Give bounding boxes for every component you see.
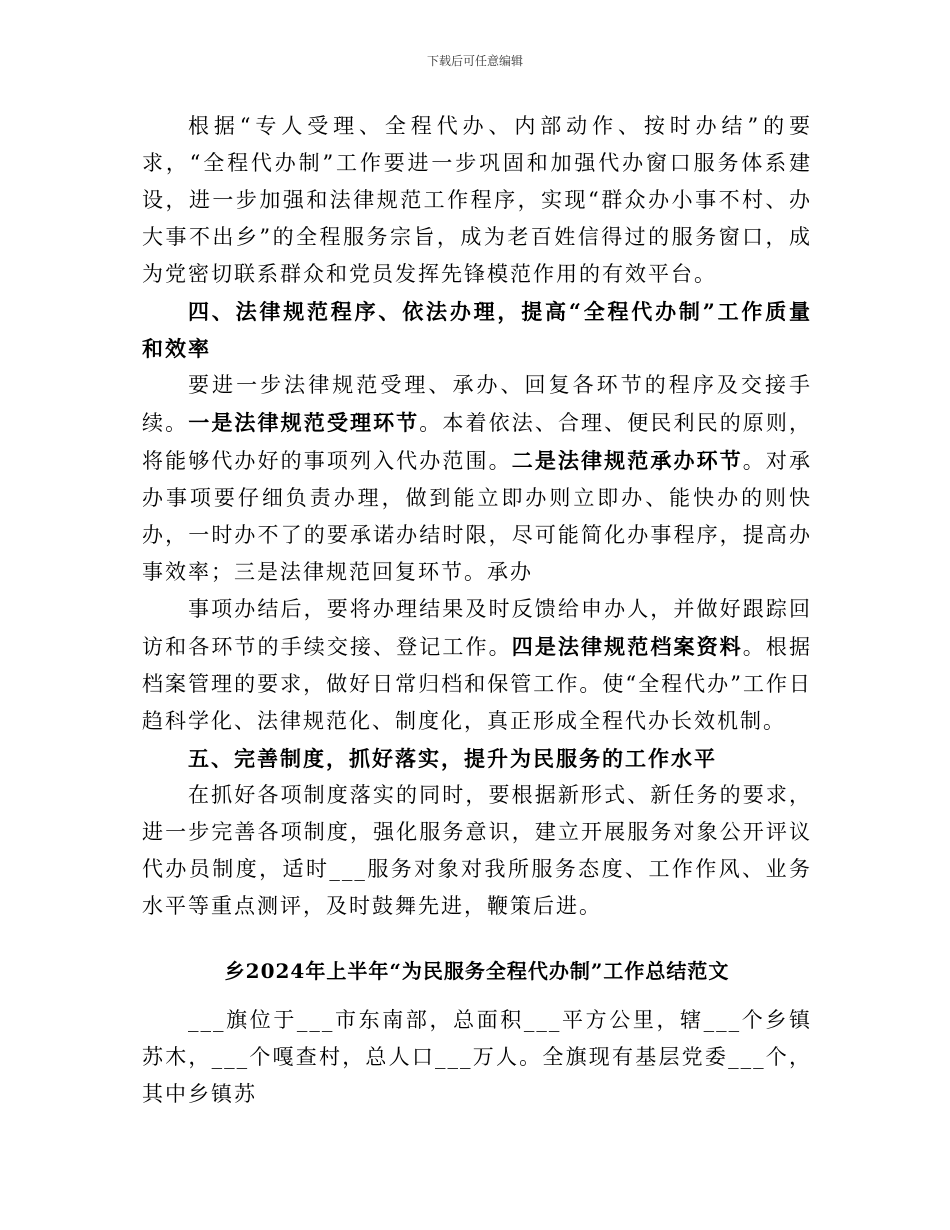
paragraph-text: 。本着依法、合理、便民利民的原则，将能够代办好的事项列入代办范围。 bbox=[142, 411, 813, 473]
document-body bbox=[142, 108, 812, 1113]
section-heading-4: 四、法律规范程序、依法办理，提高“全程代办制”工作质量和效率 bbox=[142, 299, 812, 361]
section-heading-5: 五、完善制度，抓好落实，提升为民服务的工作水平 bbox=[188, 746, 717, 771]
bold-phrase: 一是法律规范受理环节 bbox=[188, 410, 420, 435]
paragraph-overview: ___旗位于___市东南部，总面积___平方公里，辖___个乡镇苏木，___个嘎查村，总人口___万人。全旗现有基层党委___个，其中乡镇苏 bbox=[142, 1008, 812, 1106]
page-header: 下载后可任意编辑 bbox=[426, 54, 523, 68]
paragraph-system: 在抓好各项制度落实的同时，要根据新形式、新任务的要求，进一步完善各项制度，强化服务意识，建立开展服务对象公开评议代办员制度，适时___服务对象对我所服务态度、工作作风、业务水平等重点测评，及时鼓舞先进，鞭策后进。 bbox=[142, 783, 812, 918]
paragraph-text: 要进一步法律规范受理、承办、回复各环节的程序及交接手续。 bbox=[142, 373, 812, 435]
paragraph-text: 。根据档案管理的要求，做好日常归档和保管工作。使“全程代办”工作日趋科学化、法律规范化、制度化，真正形成全程代办长效机制。 bbox=[142, 635, 813, 733]
paragraph-text: 。对承办事项要仔细负责办理，做到能立即办则立即办、能快办的则快办，一时办不了的要承诺办结时限，尽可能简化办事程序，提高办事效率；三是法律规范回复环节。承办 bbox=[142, 449, 813, 584]
bold-phrase: 四是法律规范档案资料 bbox=[511, 634, 743, 659]
document-title: 乡2024年上半年“为民服务全程代办制”工作总结范文 bbox=[224, 959, 730, 983]
paragraph-intro: 根据“专人受理、全程代办、内部动作、按时办结”的要求，“全程代办制”工作要进一步巩固和加强代办窗口服务体系建设，进一步加强和法律规范工作程序，实现“群众办小事不村、办大事不出乡”的全程服务宗旨，成为老百姓信得过的服务窗口，成为党密切联系群众和党员发挥先锋模范作用的有效平台。 bbox=[142, 114, 812, 286]
paragraph-archives bbox=[142, 591, 812, 740]
paragraph-text: 事项办结后，要将办理结果及时反馈给申办人，并做好跟踪回访和各环节的手续交接、登记工作。 bbox=[142, 597, 812, 659]
bold-phrase: 二是法律规范承办环节 bbox=[511, 448, 743, 473]
paragraph-procedures bbox=[142, 367, 812, 591]
